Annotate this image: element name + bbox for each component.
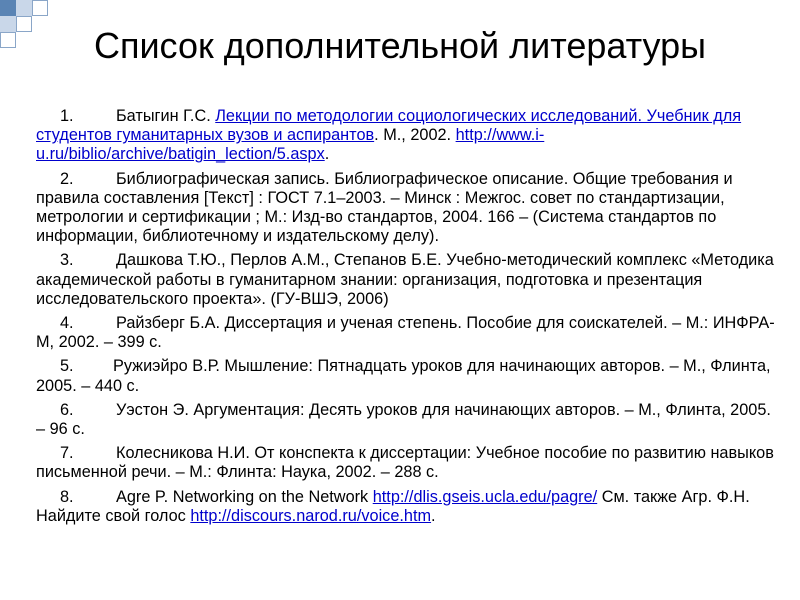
item-text: . xyxy=(324,145,330,164)
item-number: 3. xyxy=(60,251,74,270)
item-url-link[interactable]: http://www.i-u.ru/biblio/archive/batigin_lection/5.aspx xyxy=(36,126,545,164)
item-number: 5. xyxy=(60,357,74,376)
list-item xyxy=(36,488,776,526)
list-item xyxy=(36,107,776,165)
list-item xyxy=(36,444,776,482)
item-number: 7. xyxy=(60,444,74,463)
decor-square xyxy=(32,0,48,16)
item-url-link[interactable]: http://discours.narod.ru/voice.htm xyxy=(190,506,432,525)
list-item xyxy=(36,401,776,439)
list-item xyxy=(36,251,776,309)
page-title: Список дополнительной литературы xyxy=(93,25,707,66)
item-url-link[interactable]: http://dlis.gseis.ucla.edu/pagre/ xyxy=(372,487,598,506)
decor-square xyxy=(0,0,16,16)
item-link[interactable]: Лекции по методологии социологических исследований. Учебник для студентов гуманитарных вузов и аспирантов xyxy=(36,107,742,145)
item-number: 8. xyxy=(60,487,74,506)
item-text: Ружиэйро В.Р. Мышление: Пятнадцать уроков для начинающих авторов. – М., Флинта, 2005. – 440 с. xyxy=(36,357,771,395)
item-number: 6. xyxy=(60,400,74,419)
item-text: См. также Агр. Ф.Н. Найдите свой голос xyxy=(36,487,750,525)
item-text: Agre P. Networking on the Network xyxy=(116,487,373,506)
item-number: 2. xyxy=(60,169,74,188)
item-text: Библиографическая запись. Библиографическое описание. Общие требования и правила составления [Текст] : ГОСТ 7.1–2003. – Минск : Межгос. совет по стандартизации, метрологии и сертификации ; М.: Изд-во стандартов, 2004. 166 – (Система стандартов по информации, библиотечному и издательскому делу). xyxy=(36,169,733,246)
item-text: Батыгин Г.С. xyxy=(116,107,216,125)
item-number: 4. xyxy=(60,314,74,333)
item-text: Дашкова Т.Ю., Перлов А.М., Степанов Б.Е. Учебно-методический комплекс «Методика академической работы в гуманитарном знании: организация, подготовка и презентация исследовательского проекта». (ГУ-ВШЭ, 2006) xyxy=(36,251,774,308)
list-item xyxy=(36,357,776,395)
literature-list xyxy=(36,107,776,531)
item-number: 1. xyxy=(60,107,74,125)
list-item xyxy=(36,170,776,247)
list-item xyxy=(36,314,776,352)
item-text: Колесникова Н.И. От конспекта к диссертации: Учебное пособие по развитию навыков письменной речи. – М.: Флинта: Наука, 2002. – 288 с. xyxy=(36,444,774,482)
item-text: Уэстон Э. Аргументация: Десять уроков для начинающих авторов. – М., Флинта, 2005. – 96 с. xyxy=(36,400,771,439)
item-text: Райзберг Б.А. Диссертация и ученая степень. Пособие для соискателей. – М.: ИНФРА-М, 2002. – 399 с. xyxy=(36,314,775,352)
item-text: . М., 2002. xyxy=(374,126,456,145)
item-text: . xyxy=(431,506,436,525)
decor-square xyxy=(16,0,32,16)
